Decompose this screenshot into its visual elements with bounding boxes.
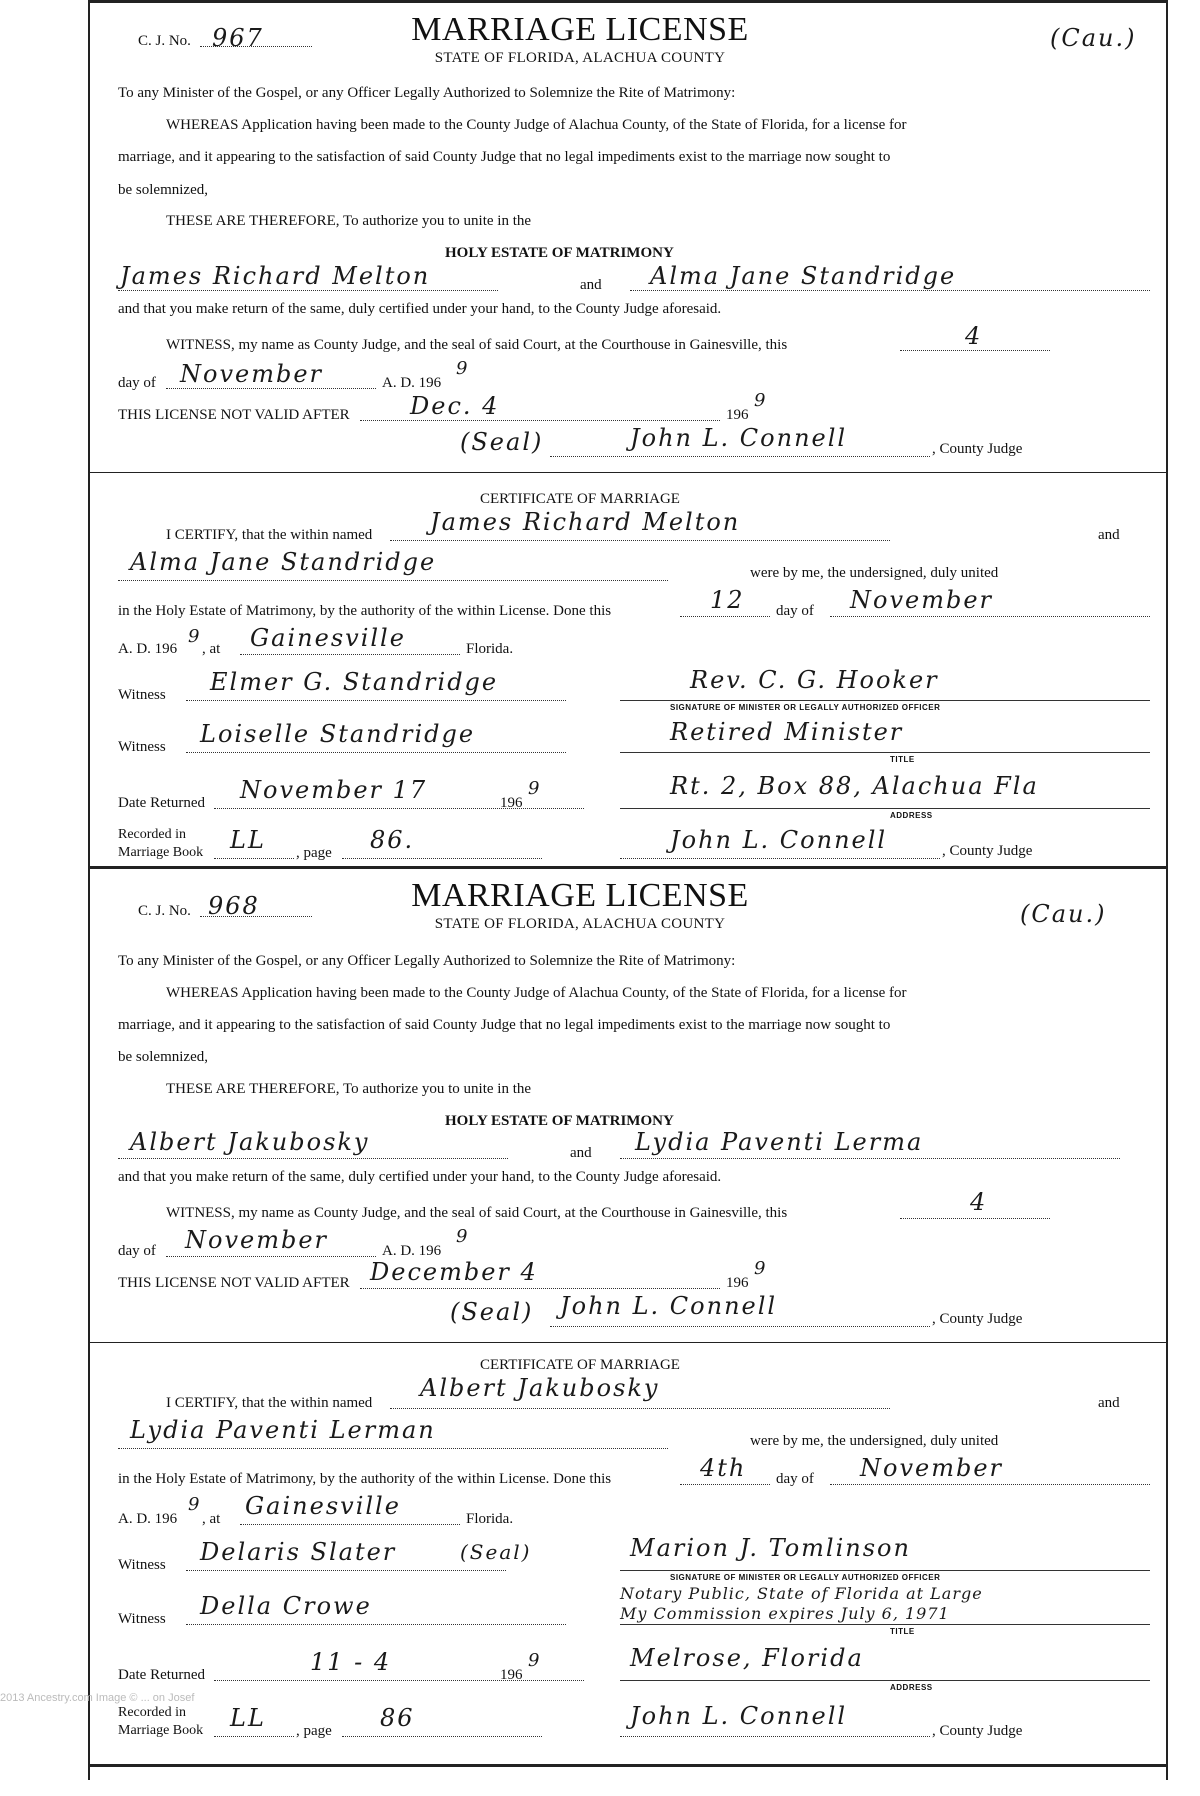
witness-1-name: Elmer G. Standridge: [210, 668, 499, 696]
certify-label: I CERTIFY, that the within named: [166, 1395, 373, 1411]
day-of-label: day of: [118, 1243, 156, 1259]
return-line: and that you make return of the same, duly certified under your hand, to the County Judge aforesaid.: [118, 1169, 722, 1185]
date-returned-label: Date Returned: [118, 1667, 206, 1683]
witness-1-name: Delaris Slater: [200, 1538, 397, 1566]
place-line: [240, 1524, 460, 1525]
officer-address-line: [620, 808, 1150, 809]
done-month-line: [830, 1484, 1150, 1485]
therefore-line: THESE ARE THEREFORE, To authorize you to unite in the: [166, 213, 532, 229]
issue-day-line: [900, 1218, 1050, 1219]
date-returned: November 17: [240, 776, 428, 804]
witness-2-name: Della Crowe: [200, 1592, 372, 1620]
bride-line: [620, 1158, 1120, 1159]
holy-estate-heading: HOLY ESTATE OF MATRIMONY: [445, 245, 674, 261]
returned-year-label: 196: [500, 795, 523, 811]
not-valid-line: [360, 1288, 720, 1289]
cj-label: C. J. No.: [138, 903, 191, 919]
cert-day-of-label: day of: [776, 603, 814, 619]
whereas-line-1: WHEREAS Application having been made to the County Judge of Alachua County, of the State of Florida, for a license for: [166, 985, 907, 1001]
seal-mark: (Seal): [460, 428, 544, 456]
judge-line: [550, 1326, 930, 1327]
cert-year: 9: [188, 1494, 202, 1515]
officer-title-1: Notary Public, State of Florida at Large: [620, 1584, 983, 1603]
therefore-line: THESE ARE THEREFORE, To authorize you to unite in the: [166, 1081, 532, 1097]
cert-judge-signature: John L. Connell: [670, 826, 888, 854]
cert-groom: James Richard Melton: [430, 508, 741, 536]
place-line: [240, 654, 460, 655]
issue-year: 9: [456, 1226, 470, 1247]
witness-2-label: Witness: [118, 739, 166, 755]
cj-number: 967: [212, 24, 264, 52]
judge-label: , County Judge: [932, 1311, 1023, 1327]
witness-1-seal: (Seal): [460, 1540, 532, 1564]
at-label: , at: [202, 641, 221, 657]
address-caption: ADDRESS: [890, 811, 933, 820]
cj-number: 968: [208, 892, 260, 920]
not-valid-year: 9: [754, 1258, 768, 1279]
bottom-border: [90, 1764, 1166, 1767]
officer-address: Rt. 2, Box 88, Alachua Fla: [670, 772, 1039, 800]
book-line: [214, 858, 294, 859]
florida-label: Florida.: [466, 1511, 514, 1527]
issue-month-line: [166, 388, 376, 389]
cert-day-of-label: day of: [776, 1471, 814, 1487]
signature-caption: SIGNATURE OF MINISTER OR LEGALLY AUTHORIZED OFFICER: [670, 1573, 941, 1582]
officer-signature: Marion J. Tomlinson: [630, 1534, 911, 1562]
certify-label: I CERTIFY, that the within named: [166, 527, 373, 543]
officer-title-line: [620, 752, 1150, 753]
cert-ad-label: A. D. 196: [118, 1511, 178, 1527]
officer-title: Retired Minister: [670, 718, 904, 746]
place-name: Gainesville: [250, 624, 406, 652]
bride-name: Alma Jane Standridge: [650, 262, 957, 290]
returned-year-label: 196: [500, 1667, 523, 1683]
date-returned-label: Date Returned: [118, 795, 206, 811]
return-line: and that you make return of the same, duly certified under your hand, to the County Judge aforesaid.: [118, 301, 722, 317]
witness-1-line: [186, 700, 566, 701]
license-subtitle: STATE OF FLORIDA, ALACHUA COUNTY: [434, 50, 726, 66]
cert-ad-label: A. D. 196: [118, 641, 178, 657]
address-line: To any Minister of the Gospel, or any Officer Legally Authorized to Solemnize the Rite of Matrimony:: [118, 85, 736, 101]
title-caption: TITLE: [890, 1627, 915, 1636]
witness-1-label: Witness: [118, 687, 166, 703]
section-divider: [90, 472, 1166, 473]
issue-month-line: [166, 1256, 376, 1257]
record-page: [88, 0, 1168, 1780]
book-number: LL: [230, 826, 266, 854]
witness-line: WITNESS, my name as County Judge, and the seal of said Court, at the Courthouse in Gainesville, this: [166, 1205, 788, 1221]
address-caption: ADDRESS: [890, 1683, 933, 1692]
at-label: , at: [202, 1511, 221, 1527]
not-valid-year: 9: [754, 390, 768, 411]
page-label: , page: [296, 845, 332, 861]
page-label: , page: [296, 1723, 332, 1739]
holy-estate-heading: HOLY ESTATE OF MATRIMONY: [445, 1113, 674, 1129]
not-valid-label: THIS LICENSE NOT VALID AFTER: [118, 1275, 350, 1291]
issue-day: 4: [965, 322, 983, 350]
section-divider: [90, 1342, 1166, 1343]
recorded-label-2: Marriage Book: [118, 845, 204, 860]
witness-2-label: Witness: [118, 1611, 166, 1627]
united-label: were by me, the undersigned, duly united: [750, 1433, 999, 1449]
page-line: [342, 858, 542, 859]
place-name: Gainesville: [245, 1492, 401, 1520]
groom-name: James Richard Melton: [120, 262, 431, 290]
cert-bride-line: [118, 1448, 668, 1449]
judge-signature: John L. Connell: [560, 1292, 778, 1320]
cert-and-label: and: [1098, 1395, 1120, 1411]
cert-year: 9: [188, 626, 202, 647]
returned-year: 9: [528, 1650, 542, 1671]
book-number: LL: [230, 1704, 266, 1732]
not-valid-date: December 4: [370, 1258, 538, 1286]
and-label: and: [580, 277, 602, 293]
cert-bride: Alma Jane Standridge: [130, 548, 437, 576]
signature-caption: SIGNATURE OF MINISTER OR LEGALLY AUTHORIZED OFFICER: [670, 703, 941, 712]
bride-name: Lydia Paventi Lerma: [635, 1128, 924, 1156]
done-day: 12: [710, 586, 745, 614]
witness-line: WITNESS, my name as County Judge, and the seal of said Court, at the Courthouse in Gainesville, this: [166, 337, 788, 353]
image-watermark: 2013 Ancestry.com Image © ... on Josef: [0, 1692, 195, 1704]
groom-line: [118, 290, 498, 291]
cert-bride-line: [118, 580, 668, 581]
cert-judge-label: , County Judge: [942, 843, 1033, 859]
not-valid-year-label: 196: [726, 1275, 749, 1291]
seal-mark: (Seal): [450, 1298, 534, 1326]
holy-license-label: in the Holy Estate of Matrimony, by the authority of the within License. Done this: [118, 1471, 612, 1487]
address-line: To any Minister of the Gospel, or any Officer Legally Authorized to Solemnize the Rite of Matrimony:: [118, 953, 736, 969]
groom-name: Albert Jakubosky: [130, 1128, 370, 1156]
title-caption: TITLE: [890, 755, 915, 764]
certificate-title: CERTIFICATE OF MARRIAGE: [480, 1357, 680, 1373]
page-number: 86.: [370, 826, 415, 854]
license-title: MARRIAGE LICENSE: [411, 11, 749, 48]
day-of-label: day of: [118, 375, 156, 391]
date-returned-line: [214, 808, 584, 809]
officer-signature-line: [620, 1570, 1150, 1571]
cert-judge-line: [620, 858, 940, 859]
cert-groom-line: [390, 540, 890, 541]
page-number: 86: [380, 1704, 415, 1732]
recorded-label-2: Marriage Book: [118, 1723, 204, 1738]
whereas-line-3: be solemnized,: [118, 1049, 208, 1065]
officer-title-2: My Commission expires July 6, 1971: [620, 1604, 950, 1623]
license-title: MARRIAGE LICENSE: [411, 877, 749, 914]
not-valid-date: Dec. 4: [410, 392, 500, 420]
florida-label: Florida.: [466, 641, 514, 657]
done-month: November: [850, 586, 994, 614]
cj-label: C. J. No.: [138, 33, 191, 49]
bride-line: [630, 290, 1150, 291]
whereas-line-1: WHEREAS Application having been made to the County Judge of Alachua County, of the State of Florida, for a license for: [166, 117, 907, 133]
recorded-label-1: Recorded in: [118, 827, 187, 842]
done-month: November: [860, 1454, 1004, 1482]
license-separator: [90, 866, 1166, 869]
witness-2-name: Loiselle Standridge: [200, 720, 476, 748]
cert-and-label: and: [1098, 527, 1120, 543]
witness-2-line: [186, 1624, 566, 1625]
judge-line: [550, 456, 930, 457]
license-subtitle: STATE OF FLORIDA, ALACHUA COUNTY: [434, 916, 726, 932]
page-line: [342, 1736, 542, 1737]
issue-year: 9: [456, 358, 470, 379]
officer-signature-line: [620, 700, 1150, 701]
issue-month: November: [185, 1226, 329, 1254]
groom-line: [118, 1158, 508, 1159]
date-returned-line: [214, 1680, 584, 1681]
united-label: were by me, the undersigned, duly united: [750, 565, 999, 581]
judge-signature: John L. Connell: [630, 424, 848, 452]
officer-address: Melrose, Florida: [630, 1644, 864, 1672]
cert-groom-line: [390, 1408, 890, 1409]
cert-bride: Lydia Paventi Lerman: [130, 1416, 436, 1444]
issue-day: 4: [970, 1188, 988, 1216]
judge-label: , County Judge: [932, 441, 1023, 457]
whereas-line-2: marriage, and it appearing to the satisfaction of said County Judge that no legal impediments exist to the marriage now sought to: [118, 1017, 891, 1033]
witness-2-line: [186, 752, 566, 753]
officer-title-line: [620, 1624, 1150, 1625]
not-valid-line: [360, 420, 720, 421]
book-line: [214, 1736, 294, 1737]
race-note: (Cau.): [1050, 24, 1137, 52]
officer-signature: Rev. C. G. Hooker: [690, 666, 939, 694]
race-note: (Cau.): [1020, 900, 1107, 928]
whereas-line-3: be solemnized,: [118, 182, 208, 198]
cert-groom: Albert Jakubosky: [420, 1374, 660, 1402]
cert-judge-signature: John L. Connell: [630, 1702, 848, 1730]
done-day: 4th: [700, 1454, 747, 1482]
returned-year: 9: [528, 778, 542, 799]
and-label: and: [570, 1145, 592, 1161]
date-returned: 11 - 4: [310, 1648, 392, 1676]
done-month-line: [830, 616, 1150, 617]
ad-label: A. D. 196: [382, 375, 442, 391]
witness-1-line: [186, 1570, 506, 1571]
not-valid-year-label: 196: [726, 407, 749, 423]
issue-day-line: [900, 350, 1050, 351]
cert-judge-line: [620, 1736, 930, 1737]
recorded-label-1: Recorded in: [118, 1705, 187, 1720]
done-day-line: [680, 616, 770, 617]
whereas-line-2: marriage, and it appearing to the satisfaction of said County Judge that no legal impediments exist to the marriage now sought to: [118, 149, 891, 165]
witness-1-label: Witness: [118, 1557, 166, 1573]
not-valid-label: THIS LICENSE NOT VALID AFTER: [118, 407, 350, 423]
certificate-title: CERTIFICATE OF MARRIAGE: [480, 491, 680, 507]
top-border: [90, 0, 1166, 3]
ad-label: A. D. 196: [382, 1243, 442, 1259]
issue-month: November: [180, 360, 324, 388]
cert-judge-label: , County Judge: [932, 1723, 1023, 1739]
holy-license-label: in the Holy Estate of Matrimony, by the authority of the within License. Done this: [118, 603, 612, 619]
done-day-line: [680, 1484, 770, 1485]
officer-address-line: [620, 1680, 1150, 1681]
